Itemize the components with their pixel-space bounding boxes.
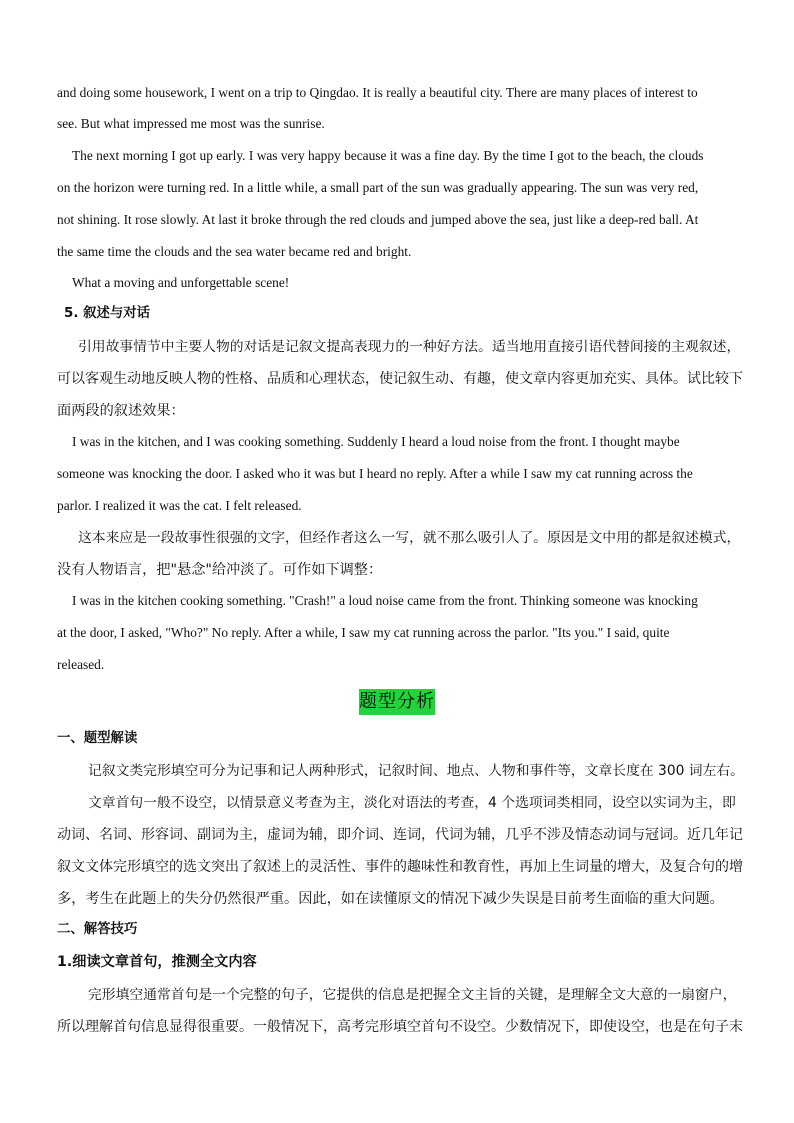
text-line: 这本来应是一段故事性很强的文字，但经作者这么一写，就不那么吸引人了。原因是文中用的都是叙述模式， <box>78 530 741 546</box>
section-heading: 二、解答技巧 <box>57 922 138 937</box>
text-line: 多，考生在此题上的失分仍然很严重。因此，如在读懂原文的情况下减少失误是目前考生面临的重大问题。 <box>57 891 724 907</box>
text-line: not shining. It rose slowly. At last it broke through the red clouds and jumped above the sea, just like a deep-red ball. At <box>57 212 699 227</box>
text-line: 记叙文类完形填空可分为记事和记人两种形式，记叙时间、地点、人物和事件等，文章长度在 300 词左右。 <box>88 763 744 779</box>
text-line: 面两段的叙述效果： <box>57 403 185 419</box>
text-line: 可以客观生动地反映人物的性格、品质和心理状态，使记叙生动、有趣，使文章内容更加充实、具体。试比较下 <box>57 371 743 387</box>
section-banner: 题型分析 <box>359 689 435 715</box>
text-line: see. But what impressed me most was the sunrise. <box>57 116 325 131</box>
text-line: I was in the kitchen cooking something. "Crash!" a loud noise came from the front. Thinking someone was knocking <box>72 593 698 608</box>
text-line: 文章首句一般不设空，以情景意义考查为主，淡化对语法的考查，4 个选项词类相同，设空以实词为主，即 <box>88 795 736 811</box>
section-heading: 5. 叙述与对话 <box>64 306 151 321</box>
text-line: released. <box>57 657 105 672</box>
text-line: on the horizon were turning red. In a little while, a small part of the sun was gradually appearing. The sun was very red, <box>57 180 699 195</box>
text-line: and doing some housework, I went on a trip to Qingdao. It is really a beautiful city. There are many places of interest to <box>57 85 698 100</box>
text-line: I was in the kitchen, and I was cooking something. Suddenly I heard a loud noise from the front. I thought maybe <box>72 434 680 449</box>
text-line: What a moving and unforgettable scene! <box>72 275 290 290</box>
text-line: 叙文文体完形填空的选文突出了叙述上的灵活性、事件的趣味性和教育性，再加上生词量的增大，及复合句的增 <box>57 859 743 875</box>
text-line: 引用故事情节中主要人物的对话是记叙文提高表现力的一种好方法。适当地用直接引语代替间接的主观叙述， <box>78 339 741 355</box>
text-line: someone was knocking the door. I asked who it was but I heard no reply. After a while I saw my cat running across the <box>57 466 693 481</box>
text-line: The next morning I got up early. I was very happy because it was a fine day. By the time I got to the beach, the clouds <box>72 148 704 163</box>
subsection-heading: 1.细读文章首句，推测全文内容 <box>57 954 257 970</box>
text-line: at the door, I asked, "Who?" No reply. After a while, I saw my cat running across the parlor. "Its you." I said, quite <box>57 625 670 640</box>
section-heading: 一、题型解读 <box>57 731 138 746</box>
text-line: 所以理解首句信息显得很重要。一般情况下，高考完形填空首句不设空。少数情况下，即使设空，也是在句子末 <box>57 1019 743 1035</box>
text-line: 完形填空通常首句是一个完整的句子，它提供的信息是把握全文主旨的关键，是理解全文大意的一扇窗户， <box>88 987 737 1003</box>
text-line: 动词、名词、形容词、副词为主，虚词为辅，即介词、连词，代词为辅，几乎不涉及情态动词与冠词。近几年记 <box>57 827 743 843</box>
text-line: the same time the clouds and the sea water became red and bright. <box>57 244 412 259</box>
text-line: parlor. I realized it was the cat. I felt released. <box>57 498 302 513</box>
text-line: 没有人物语言，把"悬念"给冲淡了。可作如下调整： <box>57 562 383 578</box>
